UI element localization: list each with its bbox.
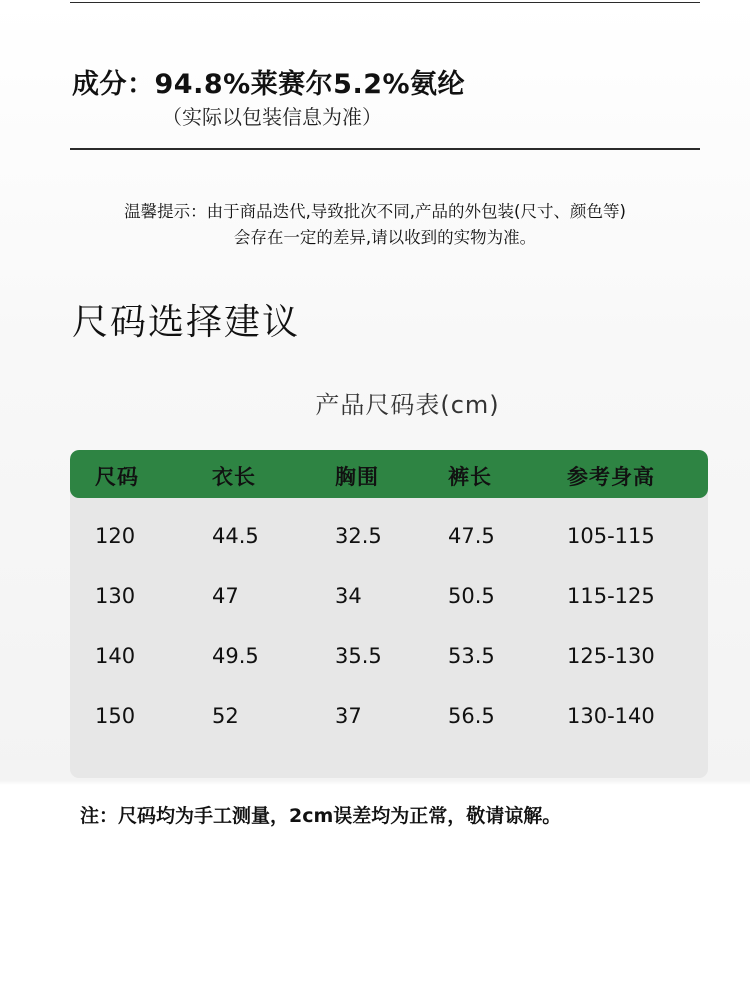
table-row <box>70 704 708 744</box>
top-length-cell: 44.5 <box>212 524 259 548</box>
header-top-length: 衣长 <box>212 465 256 489</box>
table-row <box>70 524 708 564</box>
header-reference-height: 参考身高 <box>567 465 655 489</box>
pants-length-cell: 47.5 <box>448 524 495 548</box>
size-table-title: 产品尺码表(cm) <box>315 391 500 419</box>
pants-length-cell: 53.5 <box>448 644 495 668</box>
top-divider <box>70 2 700 3</box>
table-row <box>70 644 708 684</box>
header-chest: 胸围 <box>335 465 379 489</box>
size-cell: 120 <box>95 524 136 548</box>
composition-line <box>72 62 465 101</box>
size-cell: 130 <box>95 584 136 608</box>
chest-cell: 35.5 <box>335 644 382 668</box>
table-row <box>70 584 708 624</box>
composition-note: （实际以包装信息为准） <box>162 105 382 129</box>
composition-label: 成分： <box>72 69 155 100</box>
top-length-cell: 52 <box>212 704 239 728</box>
pants-length-cell: 50.5 <box>448 584 495 608</box>
header-pants-length: 裤长 <box>448 465 492 489</box>
chest-cell: 34 <box>335 584 362 608</box>
reference-height-cell: 125-130 <box>567 644 655 668</box>
size-cell: 140 <box>95 644 136 668</box>
reference-height-cell: 105-115 <box>567 524 655 548</box>
measurement-footnote: 注：尺码均为手工测量，2cm误差均为正常，敬请谅解。 <box>80 805 562 827</box>
size-advice-title: 尺码选择建议 <box>72 302 301 343</box>
size-table <box>70 450 708 778</box>
chest-cell: 32.5 <box>335 524 382 548</box>
size-cell: 150 <box>95 704 136 728</box>
composition-value: 94.8%莱赛尔5.2%氨纶 <box>154 69 466 100</box>
header-size: 尺码 <box>95 465 139 489</box>
reference-height-cell: 130-140 <box>567 704 655 728</box>
top-length-cell: 47 <box>212 584 239 608</box>
reference-height-cell: 115-125 <box>567 584 655 608</box>
pants-length-cell: 56.5 <box>448 704 495 728</box>
size-table-header <box>70 450 708 498</box>
top-length-cell: 49.5 <box>212 644 259 668</box>
notice-line-1: 温馨提示：由于商品迭代,导致批次不同,产品的外包装(尺寸、颜色等) <box>124 202 626 221</box>
notice-line-2: 会存在一定的差异,请以收到的实物为准。 <box>233 228 537 247</box>
composition-divider <box>70 148 700 150</box>
chest-cell: 37 <box>335 704 362 728</box>
